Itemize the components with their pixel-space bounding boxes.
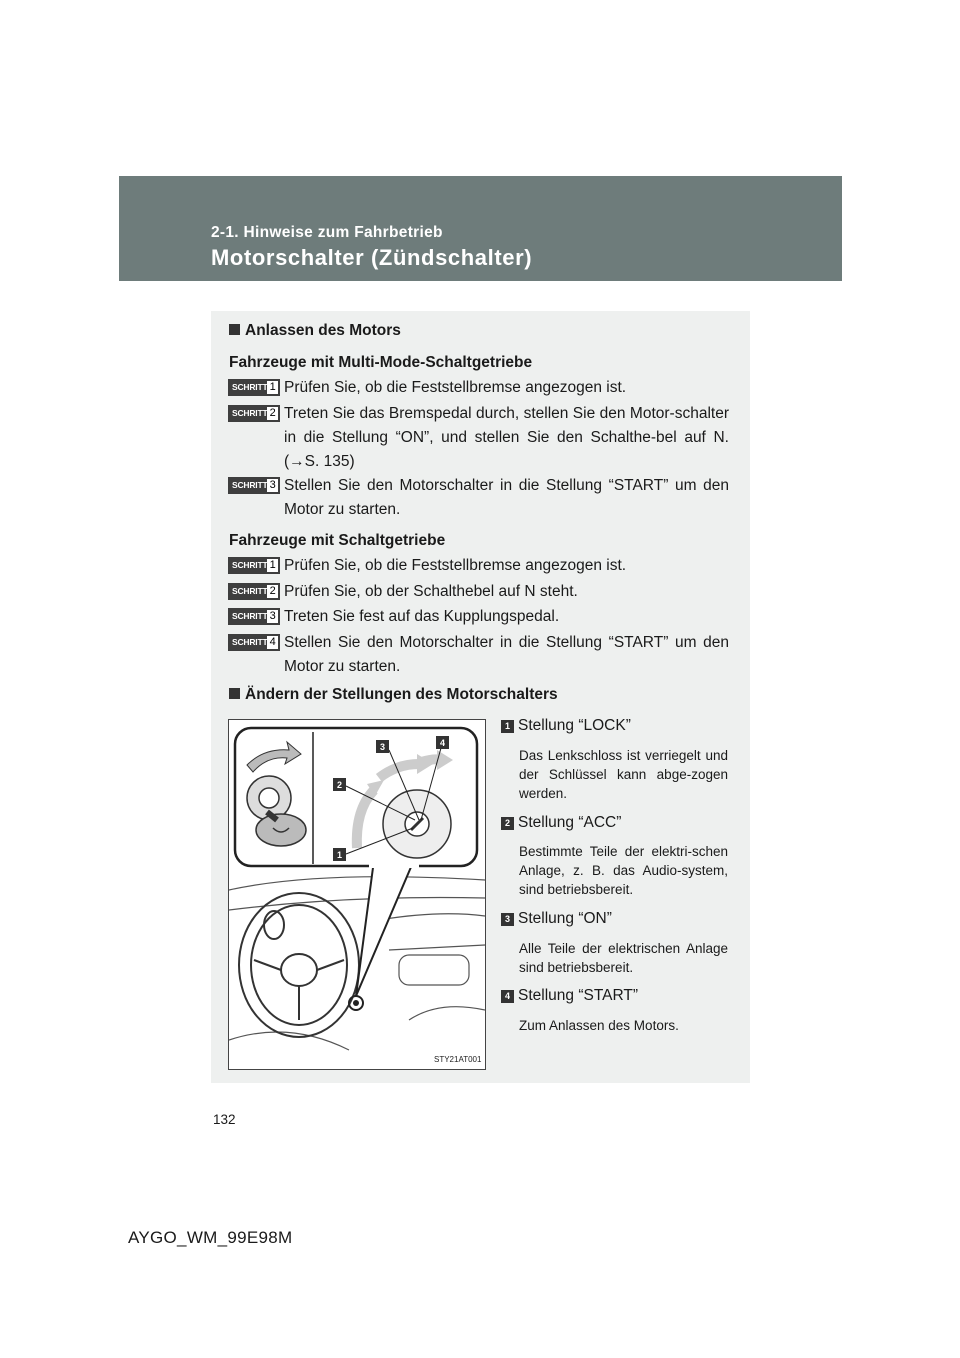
group-title-manual: Fahrzeuge mit Schaltgetriebe bbox=[229, 532, 446, 549]
group-title-mmt: Fahrzeuge mit Multi-Mode-Schaltgetriebe bbox=[229, 354, 533, 371]
step-badge: SCHRITT 3 bbox=[228, 608, 280, 625]
position-desc: Bestimmte Teile der elektri-schen Anlage, z. B. das Audio-system, sind betriebsbereit. bbox=[519, 844, 728, 897]
ignition-illustration bbox=[228, 719, 486, 1070]
position-badge: 1 bbox=[501, 720, 514, 733]
step-badge: SCHRITT 2 bbox=[228, 405, 280, 422]
document-code: AYGO_WM_99E98M bbox=[128, 1228, 293, 1247]
bullet-square-icon bbox=[229, 688, 240, 699]
ignition-drawing bbox=[229, 720, 485, 1069]
position-desc: Alle Teile der elektrischen Anlage sind betriebsbereit. bbox=[519, 941, 728, 975]
position-badge: 3 bbox=[501, 913, 514, 926]
step-badge: SCHRITT 4 bbox=[228, 634, 280, 651]
section-title: 2-1. Hinweise zum Fahrbetrieb bbox=[211, 224, 443, 241]
step-badge: SCHRITT 2 bbox=[228, 583, 280, 600]
chapter-header bbox=[119, 176, 842, 281]
step-badge: SCHRITT 3 bbox=[228, 477, 280, 494]
illustration-code: STY21AT001 bbox=[434, 1055, 482, 1064]
position-label: Stellung “ON” bbox=[518, 910, 612, 927]
step-badge: SCHRITT 1 bbox=[228, 557, 280, 574]
step-text: Prüfen Sie, ob der Schalthebel auf N steht. bbox=[284, 583, 578, 600]
step-text: Stellen Sie den Motorschalter in die Stellung “START” um den Motor zu starten. bbox=[284, 634, 729, 675]
callout-4-label: 4 bbox=[439, 738, 446, 748]
page-title: Motorschalter (Zündschalter) bbox=[211, 245, 533, 270]
callout-1-label: 1 bbox=[336, 850, 343, 860]
step-text: Prüfen Sie, ob die Feststellbremse angezogen ist. bbox=[284, 379, 627, 396]
step-text: Treten Sie fest auf das Kupplungspedal. bbox=[284, 608, 560, 625]
step-text: Stellen Sie den Motorschalter in die Stellung “START” um den Motor zu starten. bbox=[284, 477, 729, 518]
step-badge: SCHRITT 1 bbox=[228, 379, 280, 396]
callout-2-label: 2 bbox=[336, 780, 343, 790]
step-text: Prüfen Sie, ob die Feststellbremse angezogen ist. bbox=[284, 557, 627, 574]
callout-3-label: 3 bbox=[379, 742, 386, 752]
position-desc: Zum Anlassen des Motors. bbox=[519, 1018, 679, 1033]
position-badge: 2 bbox=[501, 817, 514, 830]
position-badge: 4 bbox=[501, 990, 514, 1003]
page-number: 132 bbox=[213, 1112, 236, 1127]
position-label: Stellung “START” bbox=[518, 987, 639, 1004]
heading-changing-positions: Ändern der Stellungen des Motorschalters bbox=[229, 683, 558, 707]
position-label: Stellung “LOCK” bbox=[518, 717, 631, 734]
bullet-square-icon bbox=[229, 324, 240, 335]
position-label: Stellung “ACC” bbox=[518, 814, 622, 831]
heading-starting-engine: Anlassen des Motors bbox=[229, 319, 401, 343]
position-desc: Das Lenkschloss ist verriegelt und der Schlüssel kann abge-zogen werden. bbox=[519, 748, 728, 801]
step-text: Treten Sie das Bremspedal durch, stellen Sie den Motor-schalter in die Stellung “ON”, und stellen Sie den Schalthe-bel auf N. (→S. 135) bbox=[284, 405, 729, 470]
